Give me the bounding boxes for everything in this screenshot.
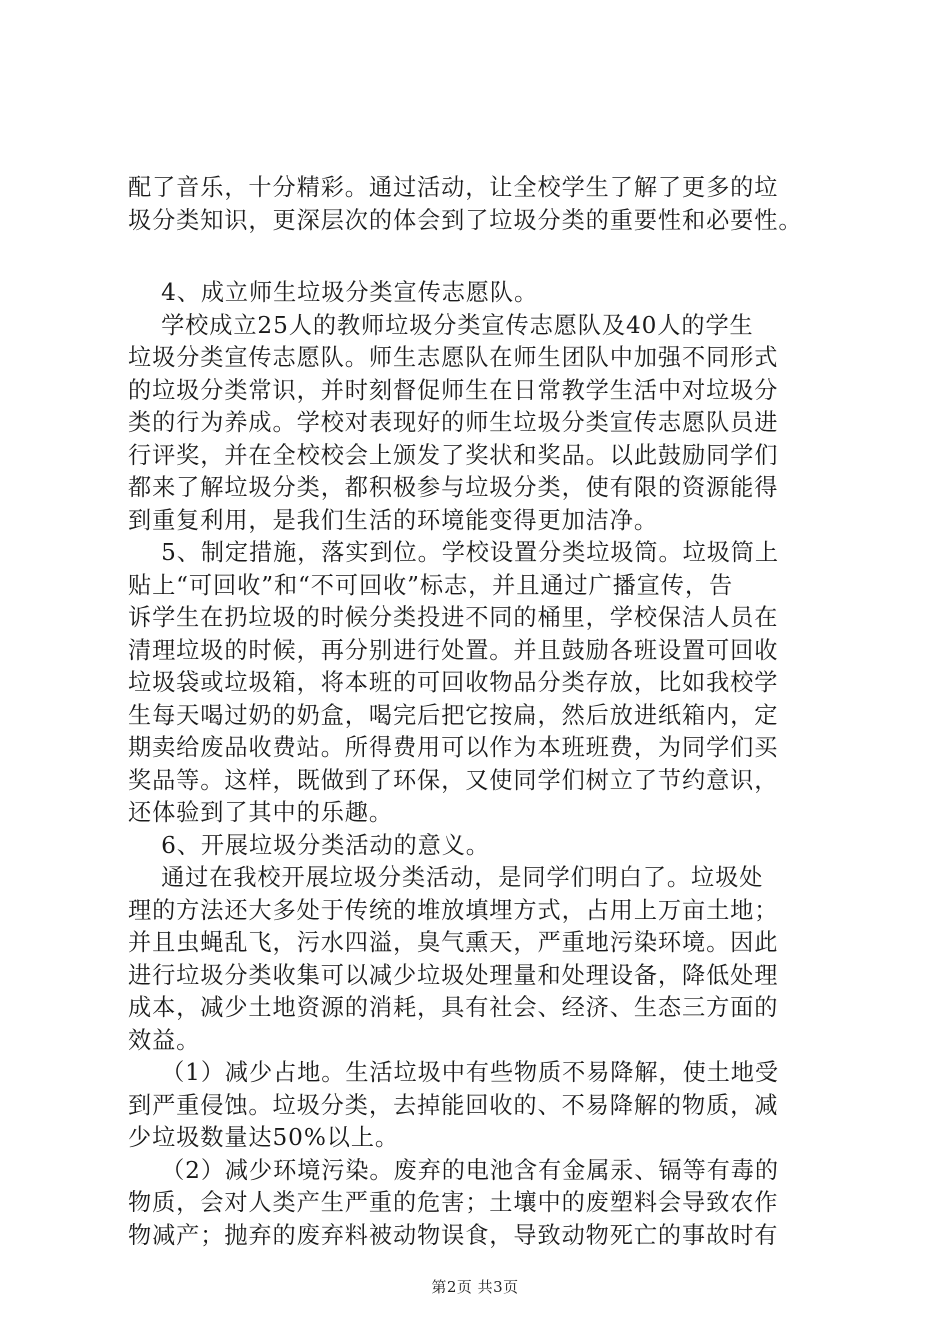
text-line: 圾分类知识，更深层次的体会到了垃圾分类的重要性和必要性。 <box>128 206 803 234</box>
text-line: 垃圾分类宣传志愿队。师生志愿队在师生团队中加强不同形式 <box>128 344 779 371</box>
text-line: 生每天喝过奶的奶盒，喝完后把它按扁，然后放进纸箱内，定 <box>128 701 779 729</box>
text-line: 到重复利用，是我们生活的环境能变得更加洁净。 <box>128 506 658 534</box>
text-line: 并且虫蝇乱飞，污水四溢，臭气熏天，严重地污染环境。因此 <box>128 929 779 956</box>
text-line: 4、成立师生垃圾分类宣传志愿队。 <box>128 279 539 306</box>
text-line: 理的方法还大多处于传统的堆放填埋方式，占用上万亩土地； <box>128 896 779 924</box>
text-line: 成本，减少土地资源的消耗，具有社会、经济、生态三方面的 <box>128 994 779 1021</box>
text-line: 诉学生在扔垃圾的时候分类投进不同的桶里，学校保洁人员在 <box>128 604 779 631</box>
paragraph-gap <box>128 237 844 277</box>
text-line: （2）减少环境污染。废弃的电池含有金属汞、镉等有毒的 <box>128 1156 779 1184</box>
page-footer <box>0 1276 950 1297</box>
text-line: 到严重侵蚀。垃圾分类，去掉能回收的、不易降解的物质，减 <box>128 1091 779 1119</box>
text-line: 清理垃圾的时候，再分别进行处置。并且鼓励各班设置可回收 <box>128 636 779 664</box>
text-line: 效益。 <box>128 1026 201 1054</box>
text-line: 还体验到了其中的乐趣。 <box>128 799 393 826</box>
text-line: 物减产；抛弃的废弃料被动物误食，导致动物死亡的事故时有 <box>128 1221 779 1249</box>
text-line: 5、制定措施，落实到位。学校设置分类垃圾筒。垃圾筒上 <box>128 539 779 566</box>
text-line: 垃圾袋或垃圾箱，将本班的可回收物品分类存放，比如我校学 <box>128 669 779 696</box>
text-line: 学校成立25人的教师垃圾分类宣传志愿队及40人的学生 <box>128 311 754 339</box>
text-line: 都来了解垃圾分类，都积极参与垃圾分类，使有限的资源能得 <box>128 474 779 501</box>
text-line: 类的行为养成。学校对表现好的师生垃圾分类宣传志愿队员进 <box>128 409 779 436</box>
paragraph-activity-end <box>128 172 844 237</box>
text-line: （1）减少占地。生活垃圾中有些物质不易降解，使土地受 <box>128 1059 779 1086</box>
paragraph-volunteers <box>128 310 844 538</box>
text-line: 6、开展垃圾分类活动的意义。 <box>128 831 490 859</box>
text-line: 进行垃圾分类收集可以减少垃圾处理量和处理设备，降低处理 <box>128 961 779 989</box>
text-line: 通过在我校开展垃圾分类活动，是同学们明白了。垃圾处 <box>128 864 764 891</box>
paragraph-reduce-pollution <box>128 1155 844 1253</box>
section-heading-4 <box>128 277 844 310</box>
text-line: 物质，会对人类产生严重的危害；土壤中的废塑料会导致农作 <box>128 1189 779 1216</box>
text-line: 少垃圾数量达50%以上。 <box>128 1124 400 1151</box>
text-line: 的垃圾分类常识，并时刻督促师生在日常教学生活中对垃圾分 <box>128 376 779 404</box>
paragraph-significance <box>128 862 844 1057</box>
document-body <box>128 172 844 1252</box>
paragraph-measures <box>128 537 844 830</box>
section-heading-6 <box>128 830 844 863</box>
paragraph-reduce-land <box>128 1057 844 1155</box>
text-line: 奖品等。这样，既做到了环保，又使同学们树立了节约意识， <box>128 766 779 794</box>
text-line: 期卖给废品收费站。所得费用可以作为本班班费，为同学们买 <box>128 734 779 761</box>
text-line: 贴上“可回收”和“不可回收”标志，并且通过广播宣传，告 <box>128 571 734 599</box>
text-line: 配了音乐，十分精彩。通过活动，让全校学生了解了更多的垃 <box>128 174 779 201</box>
text-line: 行评奖，并在全校校会上颁发了奖状和奖品。以此鼓励同学们 <box>128 441 779 469</box>
page-number: 第2页 共3页 <box>431 1278 519 1296</box>
